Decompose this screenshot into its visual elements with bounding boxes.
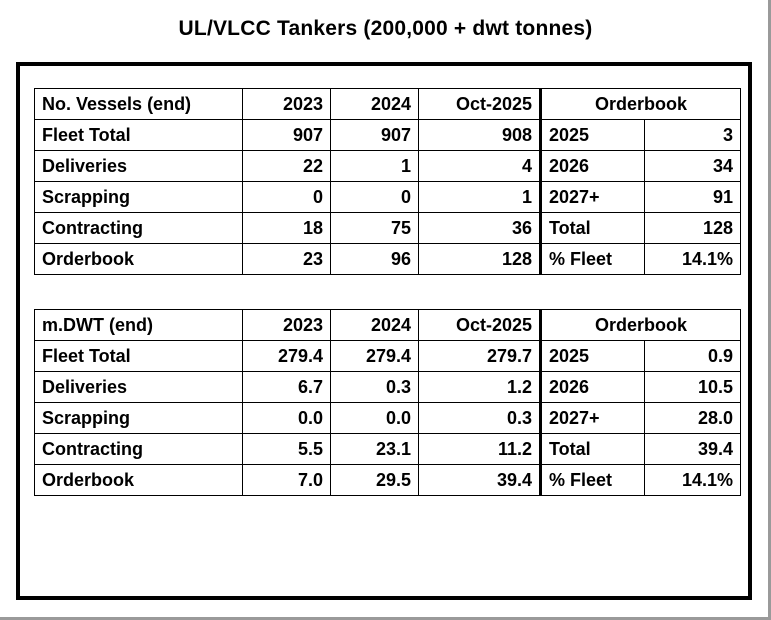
table-header-row <box>35 310 741 341</box>
table-row <box>35 403 741 434</box>
row-label: Orderbook <box>35 244 243 275</box>
table-row <box>35 182 741 213</box>
cell-oct-2025: 39.4 <box>419 465 541 496</box>
orderbook-label: 2027+ <box>541 403 645 434</box>
column-header-metric: m.DWT (end) <box>35 310 243 341</box>
cell-2023: 6.7 <box>243 372 331 403</box>
cell-oct-2025: 1.2 <box>419 372 541 403</box>
cell-oct-2025: 1 <box>419 182 541 213</box>
row-label: Contracting <box>35 213 243 244</box>
cell-2024: 907 <box>331 120 419 151</box>
orderbook-value: 28.0 <box>645 403 741 434</box>
cell-oct-2025: 279.7 <box>419 341 541 372</box>
cell-oct-2025: 4 <box>419 151 541 182</box>
tables-container <box>20 66 748 532</box>
cell-oct-2025: 0.3 <box>419 403 541 434</box>
cell-2023: 279.4 <box>243 341 331 372</box>
row-label: Deliveries <box>35 372 243 403</box>
table-row <box>35 372 741 403</box>
column-header-orderbook: Orderbook <box>541 89 741 120</box>
row-label: Scrapping <box>35 403 243 434</box>
orderbook-label: 2025 <box>541 120 645 151</box>
orderbook-value: 34 <box>645 151 741 182</box>
cell-2024: 23.1 <box>331 434 419 465</box>
orderbook-value: 0.9 <box>645 341 741 372</box>
table-row <box>35 244 741 275</box>
tables-frame <box>16 62 752 600</box>
bottom-spacer <box>34 496 734 518</box>
table-header-row <box>35 89 741 120</box>
orderbook-label: Total <box>541 213 645 244</box>
cell-oct-2025: 128 <box>419 244 541 275</box>
cell-2023: 7.0 <box>243 465 331 496</box>
orderbook-value: 14.1% <box>645 465 741 496</box>
table-row <box>35 341 741 372</box>
cell-2024: 29.5 <box>331 465 419 496</box>
column-header-metric: No. Vessels (end) <box>35 89 243 120</box>
vessels-table <box>34 88 741 275</box>
cell-2024: 0.0 <box>331 403 419 434</box>
column-header-2024: 2024 <box>331 310 419 341</box>
cell-2024: 0.3 <box>331 372 419 403</box>
cell-oct-2025: 36 <box>419 213 541 244</box>
page-title: UL/VLCC Tankers (200,000 + dwt tonnes) <box>178 17 593 40</box>
cell-2023: 18 <box>243 213 331 244</box>
table-row <box>35 151 741 182</box>
row-label: Scrapping <box>35 182 243 213</box>
orderbook-label: Total <box>541 434 645 465</box>
table-row <box>35 213 741 244</box>
row-label: Contracting <box>35 434 243 465</box>
table-row <box>35 120 741 151</box>
cell-2023: 0 <box>243 182 331 213</box>
orderbook-value: 3 <box>645 120 741 151</box>
orderbook-value: 10.5 <box>645 372 741 403</box>
orderbook-label: 2026 <box>541 151 645 182</box>
cell-oct-2025: 908 <box>419 120 541 151</box>
cell-2023: 907 <box>243 120 331 151</box>
orderbook-label: % Fleet <box>541 465 645 496</box>
cell-oct-2025: 11.2 <box>419 434 541 465</box>
orderbook-value: 39.4 <box>645 434 741 465</box>
orderbook-label: 2027+ <box>541 182 645 213</box>
cell-2023: 22 <box>243 151 331 182</box>
orderbook-label: % Fleet <box>541 244 645 275</box>
column-header-2023: 2023 <box>243 89 331 120</box>
orderbook-label: 2026 <box>541 372 645 403</box>
cell-2024: 1 <box>331 151 419 182</box>
row-label: Orderbook <box>35 465 243 496</box>
column-header-2023: 2023 <box>243 310 331 341</box>
column-header-2024: 2024 <box>331 89 419 120</box>
cell-2024: 96 <box>331 244 419 275</box>
column-header-orderbook: Orderbook <box>541 310 741 341</box>
table-spacer <box>34 275 734 309</box>
column-header-oct-2025: Oct-2025 <box>419 310 541 341</box>
cell-2024: 279.4 <box>331 341 419 372</box>
row-label: Deliveries <box>35 151 243 182</box>
dwt-table <box>34 309 741 496</box>
orderbook-value: 128 <box>645 213 741 244</box>
table-row <box>35 434 741 465</box>
cell-2024: 75 <box>331 213 419 244</box>
orderbook-value: 14.1% <box>645 244 741 275</box>
cell-2023: 5.5 <box>243 434 331 465</box>
orderbook-value: 91 <box>645 182 741 213</box>
row-label: Fleet Total <box>35 341 243 372</box>
table-row <box>35 465 741 496</box>
orderbook-label: 2025 <box>541 341 645 372</box>
cell-2024: 0 <box>331 182 419 213</box>
column-header-oct-2025: Oct-2025 <box>419 89 541 120</box>
cell-2023: 23 <box>243 244 331 275</box>
cell-2023: 0.0 <box>243 403 331 434</box>
row-label: Fleet Total <box>35 120 243 151</box>
